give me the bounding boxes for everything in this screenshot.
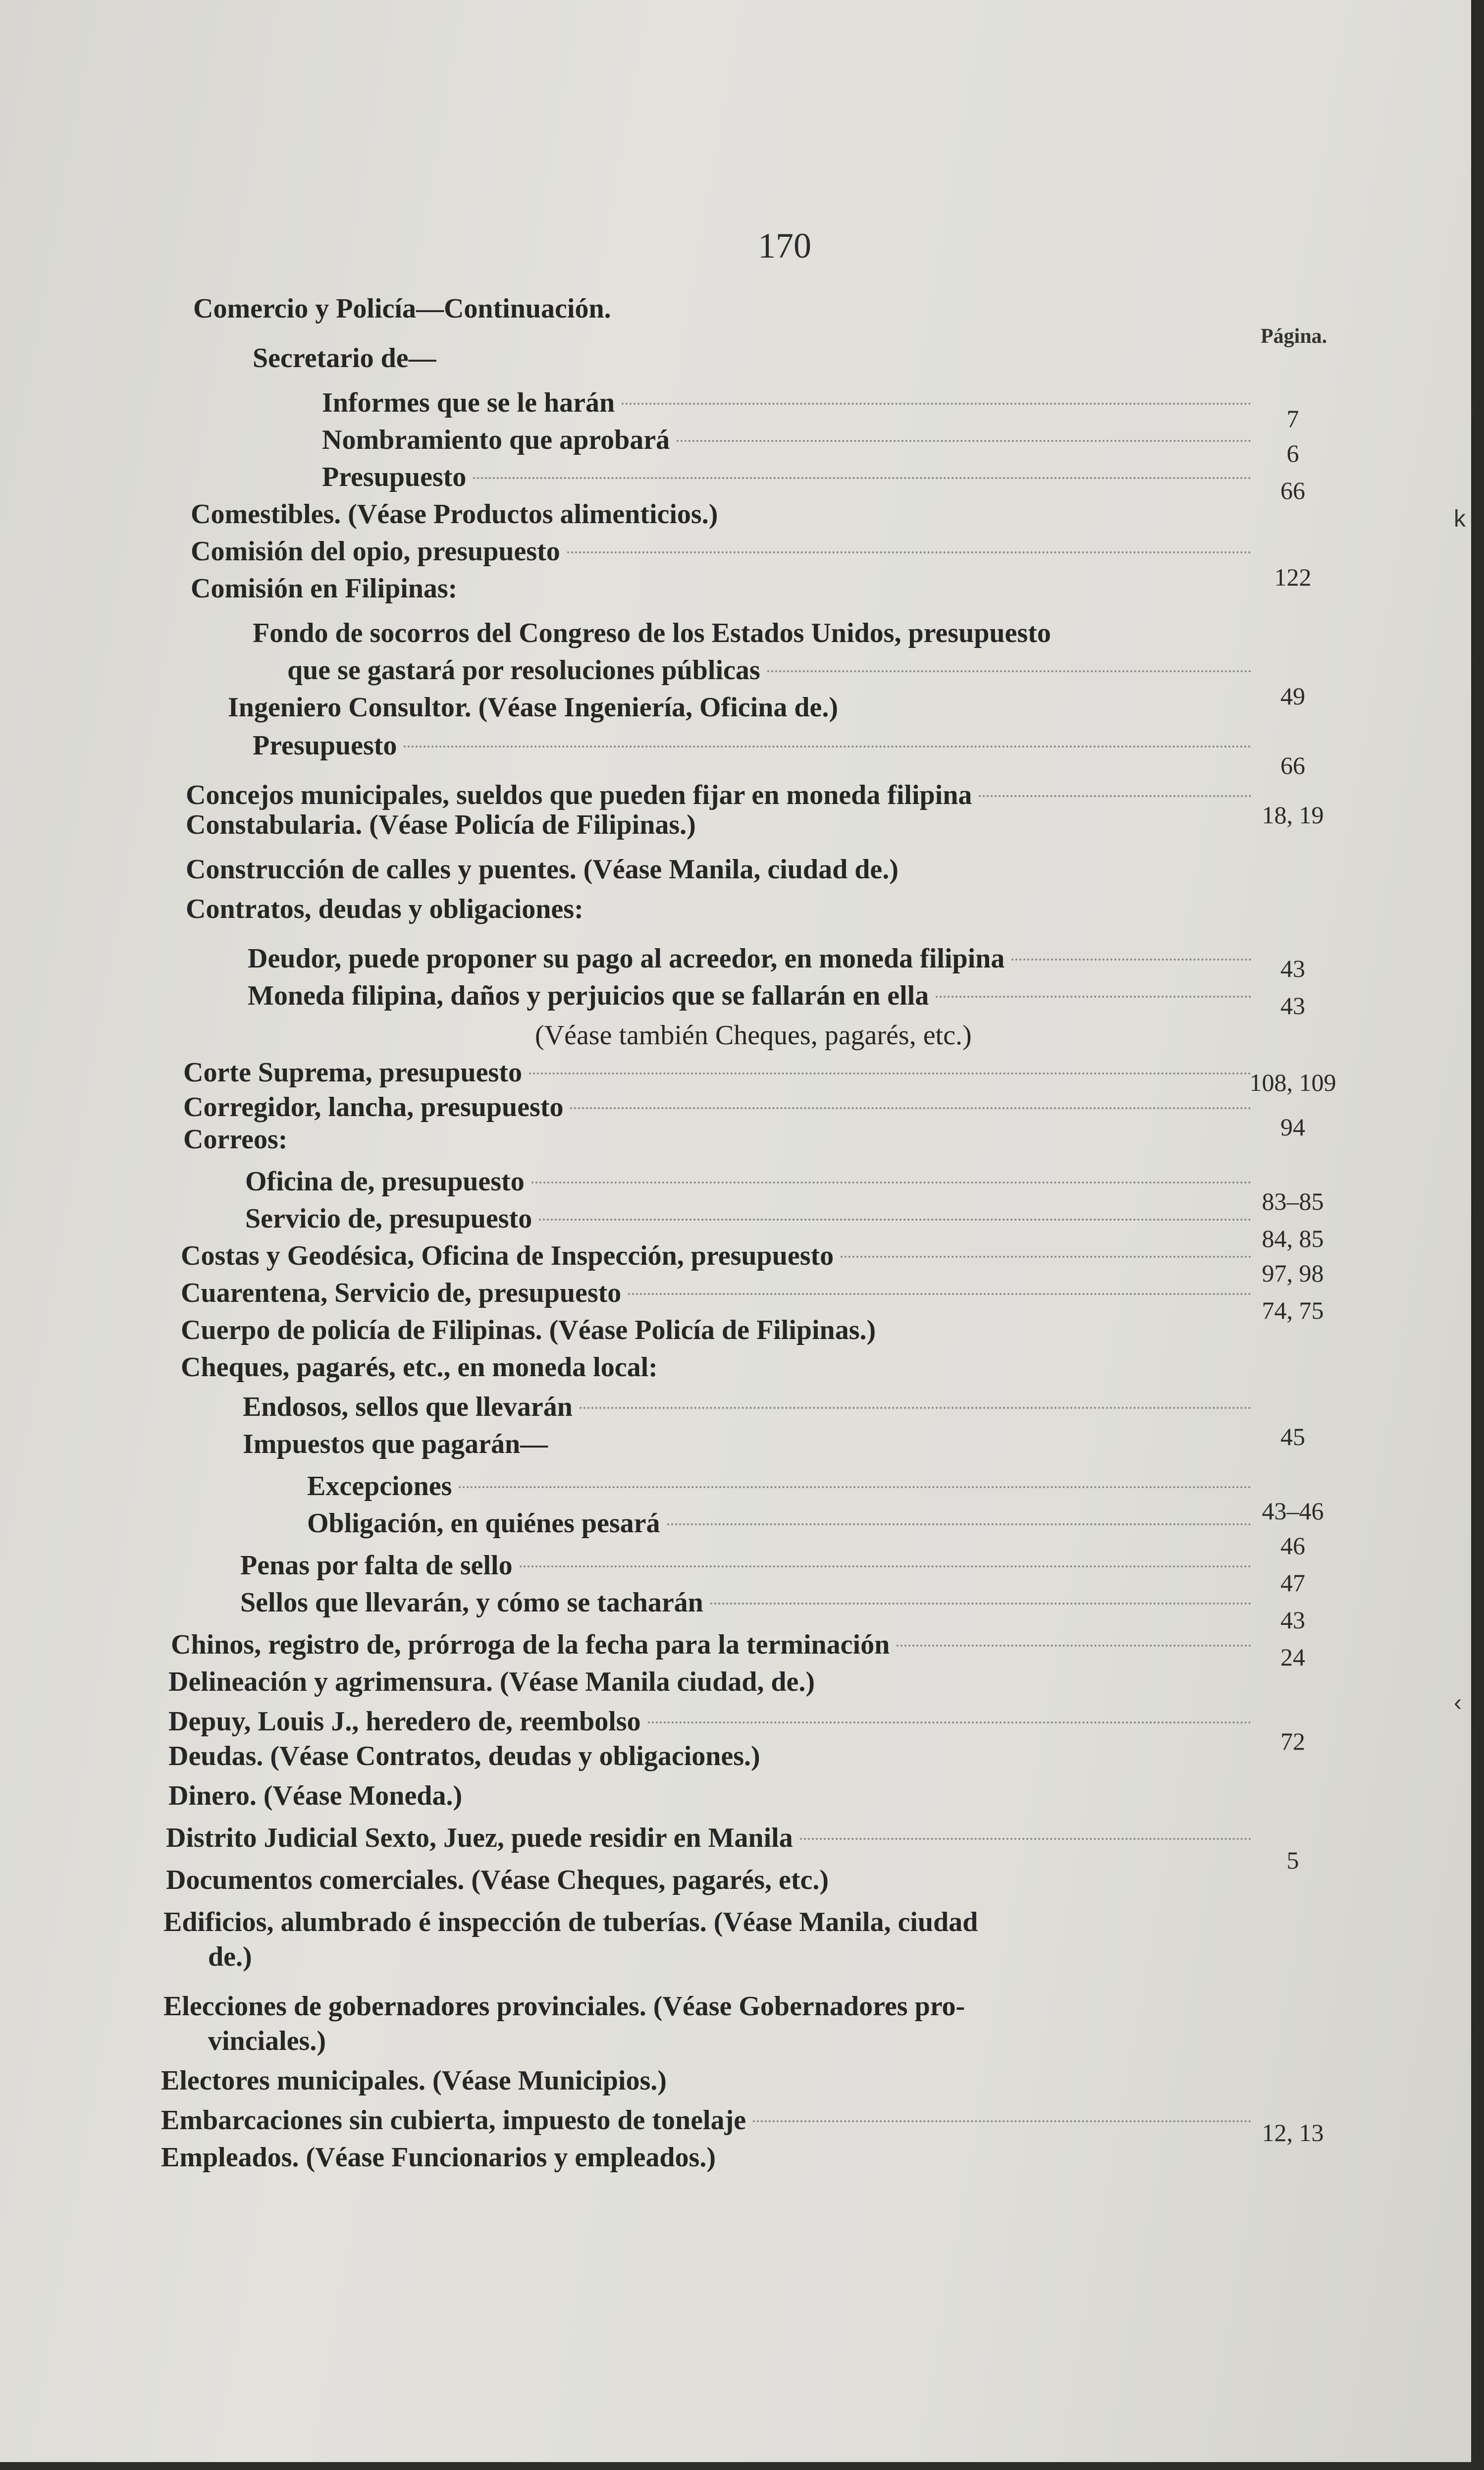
index-line (186, 892, 583, 926)
index-line (253, 341, 436, 376)
index-line (307, 1469, 1258, 1503)
index-entry-text: Comestibles. (Véase Productos alimenticios.) (191, 499, 718, 530)
index-entry-text: Presupuesto (253, 730, 397, 761)
dot-leader (404, 746, 1251, 748)
index-entry-text: Excepciones (307, 1471, 452, 1502)
index-entry-text: Informes que se le harán (322, 387, 615, 418)
page-ref: 72 (1280, 1727, 1305, 1755)
index-line (163, 1905, 978, 1939)
index-entry-text: Depuy, Louis J., heredero de, reembolso (168, 1706, 641, 1737)
index-entry-text: Concejos municipales, sueldos que pueden fijar en moneda filipina (186, 780, 972, 810)
index-entry-text: Comercio y Policía—Continuación. (193, 293, 611, 324)
index-line (168, 1665, 815, 1699)
index-line (171, 1627, 1258, 1662)
index-entry-text: Chinos, registro de, prórroga de la fecha para la terminación (171, 1629, 890, 1660)
dot-leader (531, 1181, 1251, 1183)
page-ref: 46 (1280, 1532, 1305, 1559)
index-entry-text: que se gastará por resoluciones públicas (287, 655, 760, 686)
index-line (166, 1863, 829, 1897)
index-line (240, 1548, 1258, 1583)
index-line (322, 423, 1258, 457)
page-ref: 49 (1280, 682, 1305, 710)
index-line (161, 2103, 1258, 2138)
index-entry-text: Deudor, puede proponer su pago al acreedor, en moneda filipina (248, 943, 1005, 974)
dot-leader (677, 440, 1251, 442)
dot-leader (473, 477, 1251, 479)
index-entry-text: Construcción de calles y puentes. (Véase Manila, ciudad de.) (186, 854, 899, 885)
index-entry-text: Corte Suprema, presupuesto (183, 1057, 522, 1088)
page-ref: 5 (1286, 1846, 1299, 1874)
page-ref: 6 (1286, 439, 1299, 467)
index-entry-text: Presupuesto (322, 462, 467, 492)
dot-leader (570, 1107, 1251, 1109)
index-entry-text: Costas y Geodésica, Oficina de Inspección, presupuesto (181, 1240, 834, 1271)
index-line (191, 571, 457, 606)
index-line (168, 1739, 760, 1773)
page-ref: 66 (1280, 477, 1305, 504)
index-entry-text: Cuerpo de policía de Filipinas. (Véase Policía de Filipinas.) (181, 1315, 876, 1345)
index-entry-text: Elecciones de gobernadores provinciales. (Véase Gobernadores pro- (163, 1991, 965, 2022)
index-line (322, 385, 1258, 420)
index-entry-text: Secretario de— (253, 343, 436, 374)
index-entry-text: Obligación, en quiénes pesará (307, 1508, 660, 1539)
index-entry-text: Penas por falta de sello (240, 1550, 513, 1581)
index-line (191, 534, 1258, 569)
dot-leader (897, 1645, 1251, 1647)
index-line (161, 2140, 716, 2175)
dot-leader (936, 996, 1251, 998)
index-line (253, 616, 1051, 650)
index-line (161, 2063, 667, 2098)
index-entry-text: Documentos comerciales. (Véase Cheques, pagarés, etc.) (166, 1865, 829, 1895)
index-line (166, 1821, 1258, 1855)
page-number: 170 (758, 226, 811, 266)
index-line (245, 1201, 1258, 1236)
page-ref: 74, 75 (1262, 1296, 1324, 1324)
dot-leader (979, 795, 1251, 797)
index-line (168, 1704, 1258, 1739)
index-line (163, 1989, 965, 2024)
index-entry-text: vinciales.) (208, 2026, 326, 2056)
dot-leader (567, 551, 1251, 553)
index-entry-text: Servicio de, presupuesto (245, 1203, 532, 1234)
page-ref: 84, 85 (1262, 1225, 1324, 1252)
index-entry-text: Moneda filipina, daños y perjuicios que se fallarán en ella (248, 980, 929, 1011)
dot-leader (529, 1073, 1251, 1074)
page-edge (1471, 0, 1484, 2470)
index-entry-text: Oficina de, presupuesto (245, 1166, 525, 1197)
page-ref: 94 (1280, 1113, 1305, 1141)
index-entry-text: Delineación y agrimensura. (Véase Manila ciudad, de.) (168, 1666, 815, 1697)
index-line (181, 1276, 1258, 1310)
dot-leader (628, 1293, 1251, 1295)
index-line (168, 1778, 462, 1813)
index-entry-text: Distrito Judicial Sexto, Juez, puede residir en Manila (166, 1823, 793, 1853)
index-entry-text: Deudas. (Véase Contratos, deudas y obligaciones.) (168, 1741, 760, 1772)
index-entry-text: de.) (208, 1941, 252, 1972)
page-ref: 24 (1280, 1643, 1305, 1671)
index-entry-text: Ingeniero Consultor. (Véase Ingeniería, Oficina de.) (228, 692, 838, 723)
index-entry-text: Fondo de socorros del Congreso de los Estados Unidos, presupuesto (253, 618, 1051, 648)
index-line (181, 1313, 876, 1347)
page-ref: 7 (1286, 405, 1299, 432)
page-column-heading: Página. (1261, 325, 1327, 348)
index-entry-text: Contratos, deudas y obligaciones: (186, 894, 583, 924)
dot-leader (841, 1256, 1251, 1258)
index-entry-text: Endosos, sellos que llevarán (243, 1392, 573, 1422)
index-line (287, 653, 1258, 688)
index-entry-text: Embarcaciones sin cubierta, impuesto de tonelaje (161, 2105, 746, 2136)
index-entry-text: Empleados. (Véase Funcionarios y empleados.) (161, 2142, 716, 2173)
dot-leader (753, 2120, 1251, 2122)
index-line (248, 978, 1258, 1013)
page-ref: 47 (1280, 1569, 1305, 1597)
index-line (193, 291, 611, 326)
index-line (186, 852, 899, 887)
index-entry-text: Impuestos que pagarán— (243, 1429, 548, 1459)
index-line (248, 941, 1258, 976)
dot-leader (520, 1565, 1251, 1567)
index-line (181, 1238, 1258, 1273)
margin-mark: ‹ (1454, 1690, 1462, 1716)
index-entry-text: Correos: (183, 1124, 288, 1155)
index-line (208, 1939, 252, 1974)
index-line (307, 1506, 1258, 1541)
index-line (243, 1390, 1258, 1424)
dot-leader (800, 1838, 1251, 1840)
page-ref: 45 (1280, 1423, 1305, 1450)
page-ref: 122 (1274, 563, 1312, 591)
page-ref: 18, 19 (1262, 801, 1324, 829)
index-line (228, 690, 838, 725)
page-ref: 108, 109 (1249, 1069, 1336, 1096)
dot-leader (622, 403, 1251, 405)
index-entry-text: (Véase también Cheques, pagarés, etc.) (535, 1020, 972, 1051)
dot-leader (710, 1603, 1251, 1605)
index-entry-text: Constabularia. (Véase Policía de Filipinas.) (186, 809, 696, 840)
dot-leader (1011, 959, 1251, 961)
index-entry-text: Comisión en Filipinas: (191, 573, 458, 604)
dot-leader (539, 1219, 1251, 1221)
index-entry-text: Dinero. (Véase Moneda.) (168, 1780, 463, 1811)
index-line (253, 728, 1258, 763)
dot-leader (580, 1407, 1251, 1409)
dot-leader (767, 670, 1251, 672)
index-line (183, 1090, 1258, 1125)
index-entry-text: Corregidor, lancha, presupuesto (183, 1092, 564, 1123)
index-line (243, 1427, 548, 1461)
index-entry-text: Cheques, pagarés, etc., en moneda local: (181, 1352, 658, 1383)
dot-leader (667, 1523, 1251, 1525)
index-line (181, 1350, 658, 1385)
index-entry-text: Sellos que llevarán, y cómo se tacharán (240, 1587, 703, 1618)
index-entry-text: Electores municipales. (Véase Municipios.) (161, 2065, 667, 2096)
page-ref: 66 (1280, 752, 1305, 779)
index-line (183, 1122, 287, 1157)
dot-leader (648, 1721, 1251, 1723)
page-ref: 43 (1280, 992, 1305, 1020)
index-line (240, 1585, 1258, 1620)
index-line (245, 1164, 1258, 1199)
index-entry-text: Comisión del opio, presupuesto (191, 536, 560, 567)
index-line (322, 460, 1258, 494)
page-ref: 97, 98 (1262, 1259, 1324, 1287)
page-ref: 43–46 (1262, 1497, 1324, 1525)
index-line (191, 497, 718, 532)
page-ref: 83–85 (1262, 1187, 1324, 1215)
page-ref: 12, 13 (1262, 2119, 1324, 2147)
dot-leader (459, 1486, 1251, 1488)
margin-mark: k (1454, 506, 1466, 532)
index-entry-text: Cuarentena, Servicio de, presupuesto (181, 1278, 622, 1308)
index-line (186, 807, 696, 842)
index-line (183, 1055, 1258, 1090)
page-ref: 43 (1280, 955, 1305, 982)
index-line (208, 2024, 326, 2058)
index-line (535, 1018, 972, 1053)
index-entry-text: Nombramiento que aprobará (322, 425, 670, 455)
page-ref: 43 (1280, 1606, 1305, 1634)
index-entry-text: Edificios, alumbrado é inspección de tuberías. (Véase Manila, ciudad (163, 1907, 978, 1937)
